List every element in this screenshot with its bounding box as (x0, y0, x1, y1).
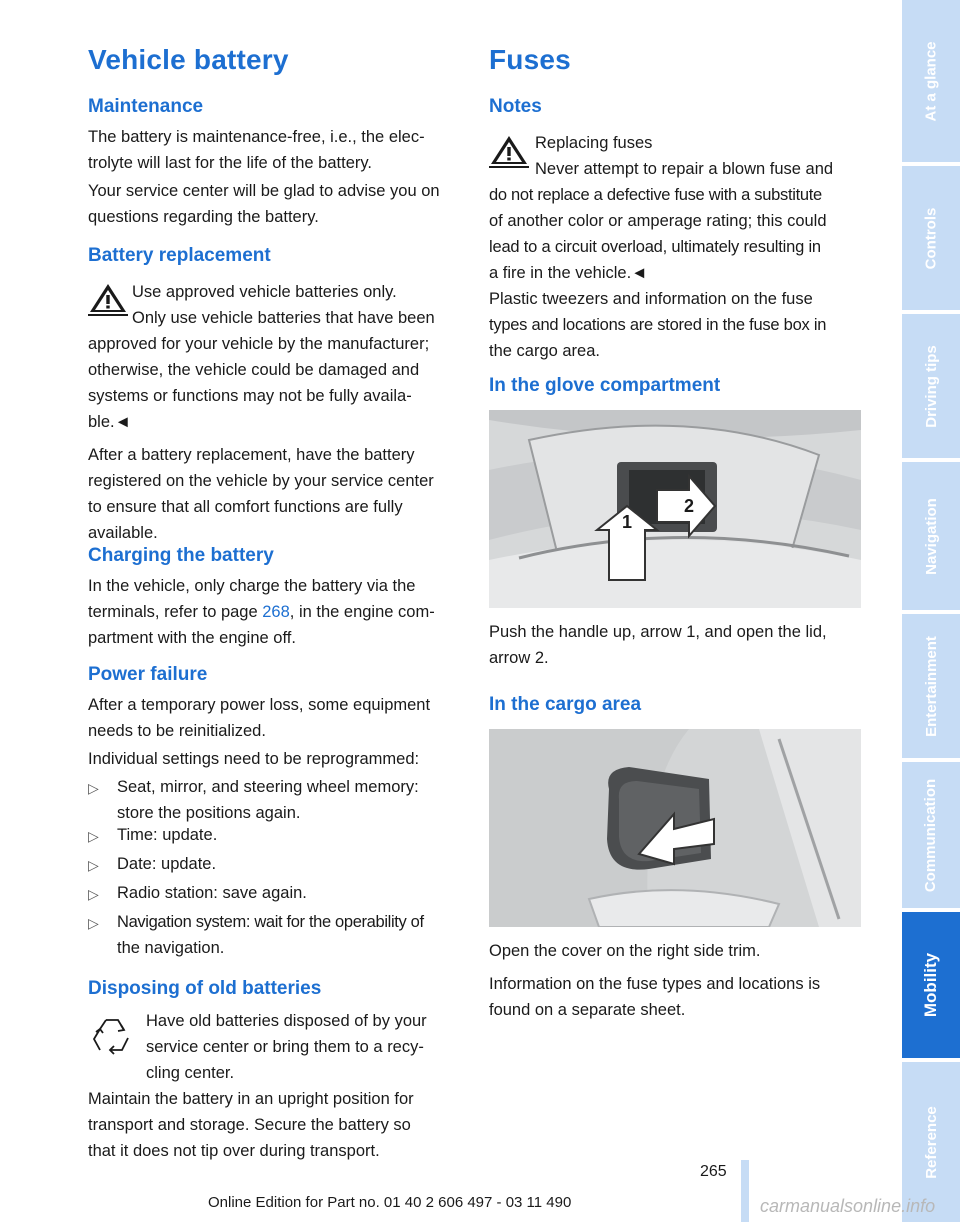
list-item: Time: update. (117, 826, 218, 844)
disposal-text: Have old batteries disposed of by your (146, 1012, 427, 1030)
list-item: Navigation system: wait for the operability of (117, 913, 424, 931)
replacement-text: After a battery replacement, have the battery (88, 446, 415, 464)
heading-glove-compartment: In the glove compartment (489, 375, 721, 396)
tab-mobility[interactable] (902, 912, 960, 1058)
warning-text: approved for your vehicle by the manufacturer; (88, 335, 430, 353)
heading-power-failure: Power failure (88, 664, 208, 685)
warning-text: lead to a circuit overload, ultimately resulting in (489, 238, 821, 256)
recycle-icon (88, 1012, 136, 1060)
bullet-icon: ▷ (88, 915, 99, 931)
replacement-text: registered on the vehicle by your service center (88, 472, 434, 490)
tab-entertainment[interactable] (902, 614, 960, 758)
warning-text: Replacing fuses (535, 134, 653, 152)
warning-text: do not replace a defective fuse with a substitute (489, 186, 822, 204)
charging-text: In the vehicle, only charge the battery via the (88, 577, 416, 595)
glove-compartment-illustration (489, 410, 861, 608)
maintenance-text: Your service center will be glad to advise you on (88, 182, 440, 200)
bullet-icon: ▷ (88, 886, 99, 902)
list-item: Date: update. (117, 855, 217, 873)
cargo-area-image (489, 729, 861, 927)
chapter-tabs (902, 0, 960, 1222)
watermark: carmanualsonline.info (760, 1196, 936, 1216)
disposal-text: cling center. (146, 1064, 235, 1082)
list-item: Radio station: save again. (117, 884, 307, 902)
warning-text: a fire in the vehicle.◄ (489, 264, 648, 282)
arrow-label-1: 1 (621, 512, 633, 532)
page-link-268[interactable]: 268 (262, 603, 290, 621)
heading-notes: Notes (489, 96, 542, 117)
notes-text: types and locations are stored in the fuse box in (489, 316, 827, 334)
tab-label: Driving tips (922, 344, 940, 428)
warning-icon (489, 134, 529, 168)
heading-battery-replacement: Battery replacement (88, 245, 271, 266)
cargo-caption: found on a separate sheet. (489, 1001, 686, 1019)
notes-text: Plastic tweezers and information on the fuse (489, 290, 813, 308)
disposal-text: transport and storage. Secure the battery so (88, 1116, 411, 1134)
list-item: store the positions again. (117, 804, 301, 822)
heading-charging: Charging the battery (88, 545, 274, 566)
tab-controls[interactable] (902, 166, 960, 310)
cargo-caption: Open the cover on the right side trim. (489, 942, 761, 960)
section-title-fuses: Fuses (489, 44, 571, 75)
warning-icon (88, 282, 128, 316)
page-number: 265 (700, 1163, 727, 1180)
disposal-text: that it does not tip over during transport. (88, 1142, 380, 1160)
power-text: needs to be reinitialized. (88, 722, 266, 740)
section-title-vehicle-battery: Vehicle battery (88, 44, 289, 75)
page-number-bar (741, 1160, 749, 1222)
tab-at-a-glance[interactable] (902, 0, 960, 162)
maintenance-text: The battery is maintenance-free, i.e., the elec- (88, 128, 425, 146)
tab-label: Navigation (922, 497, 940, 575)
warning-text: Never attempt to repair a blown fuse and (535, 160, 834, 178)
power-text: After a temporary power loss, some equipment (88, 696, 431, 714)
tab-driving-tips[interactable] (902, 314, 960, 458)
tab-navigation[interactable] (902, 462, 960, 610)
warning-text: Only use vehicle batteries that have been (132, 309, 435, 327)
charging-text-part: , in the engine com- (289, 603, 435, 621)
bullet-icon: ▷ (88, 857, 99, 873)
warning-text: otherwise, the vehicle could be damaged and (88, 361, 420, 379)
heading-maintenance: Maintenance (88, 96, 204, 117)
warning-text: systems or functions may not be fully availa- (88, 387, 412, 405)
list-item: the navigation. (117, 939, 225, 957)
heading-cargo-area: In the cargo area (489, 694, 642, 715)
arrow-label-2: 2 (683, 496, 695, 516)
cargo-area-illustration (489, 729, 861, 927)
disposal-text: service center or bring them to a recy- (146, 1038, 424, 1056)
tab-label: Entertainment (922, 635, 940, 737)
maintenance-text: trolyte will last for the life of the battery. (88, 154, 372, 172)
replacement-text: available. (88, 524, 158, 542)
tab-label: At a glance (922, 40, 940, 122)
charging-text: partment with the engine off. (88, 629, 296, 647)
power-text: Individual settings need to be reprogrammed: (88, 750, 420, 768)
replacement-text: to ensure that all comfort functions are fully (88, 498, 403, 516)
tab-label: Mobility (921, 952, 940, 1018)
tab-label: Reference (922, 1105, 940, 1179)
notes-text: the cargo area. (489, 342, 600, 360)
glove-compartment-image (489, 410, 861, 608)
tab-communication[interactable] (902, 762, 960, 908)
maintenance-text: questions regarding the battery. (88, 208, 319, 226)
glove-caption: arrow 2. (489, 649, 549, 667)
tab-label: Communication (922, 778, 940, 892)
footer-text: Online Edition for Part no. 01 40 2 606 497 - 03 11 490 (208, 1194, 572, 1211)
glove-caption: Push the handle up, arrow 1, and open the lid, (489, 623, 827, 641)
list-item: Seat, mirror, and steering wheel memory: (117, 778, 419, 796)
charging-text (88, 599, 435, 625)
heading-disposing: Disposing of old batteries (88, 978, 322, 999)
warning-text: of another color or amperage rating; this could (489, 212, 827, 230)
disposal-text: Maintain the battery in an upright position for (88, 1090, 414, 1108)
warning-text: Use approved vehicle batteries only. (132, 283, 397, 301)
bullet-icon: ▷ (88, 828, 99, 844)
bullet-icon: ▷ (88, 780, 99, 796)
charging-text-part: terminals, refer to page (88, 603, 263, 621)
tab-label: Controls (922, 207, 940, 269)
warning-text: ble.◄ (88, 413, 131, 431)
cargo-caption: Information on the fuse types and locations is (489, 975, 821, 993)
